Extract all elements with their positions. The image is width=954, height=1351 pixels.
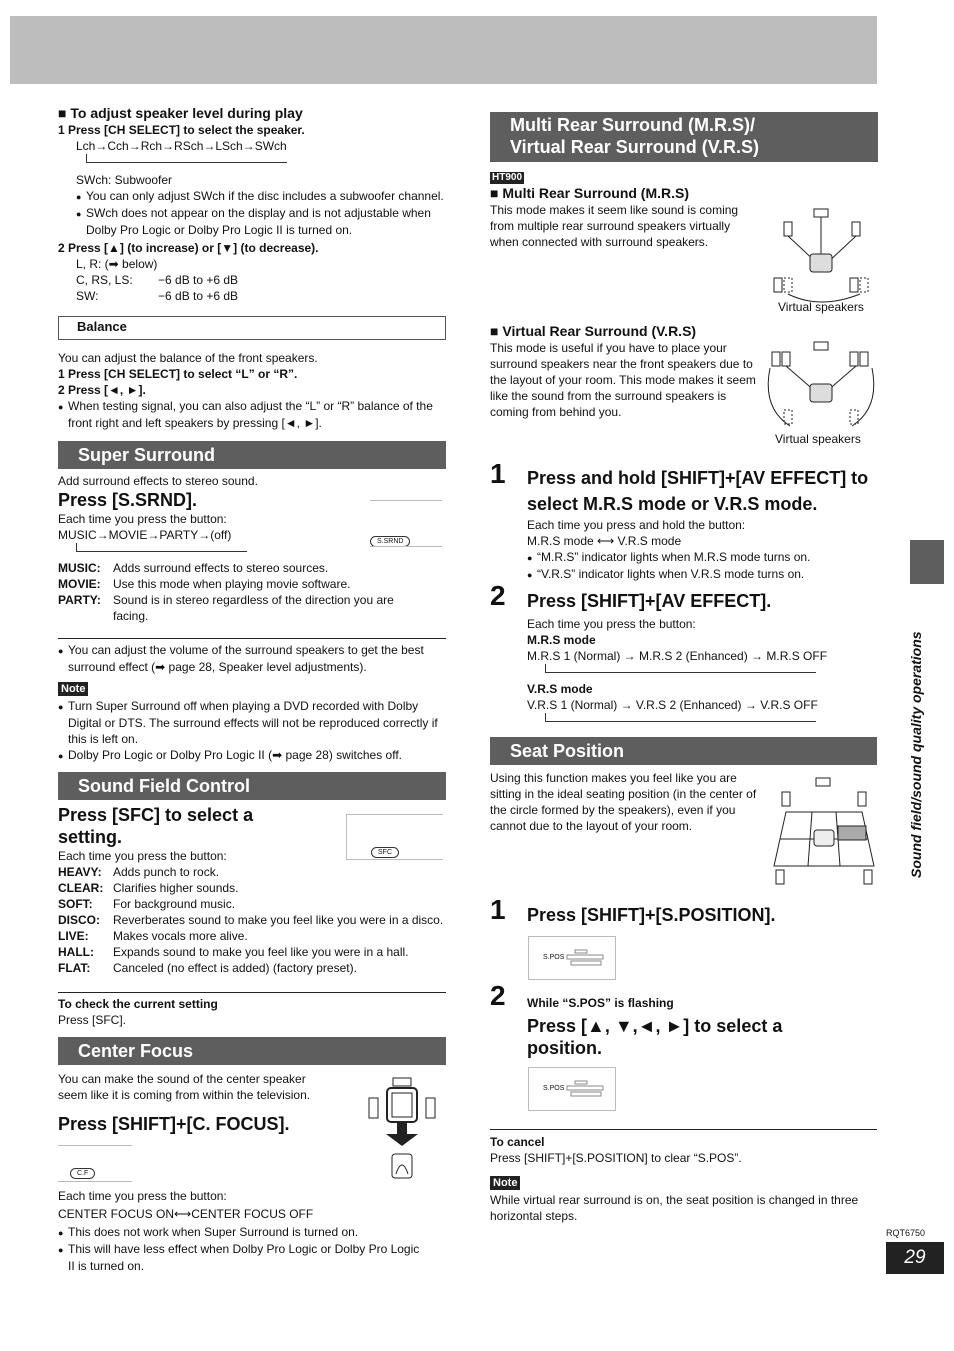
sfc-row-clear: CLEAR: Clarifies higher sounds. <box>58 881 239 895</box>
chain-return-arrow <box>86 154 287 163</box>
sw-value: −6 dB to +6 dB <box>158 289 239 303</box>
lr-line: L, R: (➡ below) <box>76 257 158 271</box>
sfc-row-heavy: HEAVY: Adds punch to rock. <box>58 865 220 879</box>
center-focus-press: Press [SHIFT]+[C. FOCUS]. <box>58 1114 290 1134</box>
cf-panel-line-2 <box>58 1181 132 1182</box>
doc-code: RQT6750 <box>886 1228 926 1238</box>
seat-position-text: Using this function makes you feel like you are sitting in the ideal seating position (in the center of the circle formed by the speakers), even if you cannot due to the layout of your room. <box>490 771 757 833</box>
balance-step2: 2 Press [◄, ►]. <box>58 383 146 397</box>
spos-display-1 <box>528 936 616 980</box>
mrs-text: This mode makes it seem like sound is coming from multiple rear surround speakers virtually when connected with surround speakers. <box>490 203 739 249</box>
super-surround-chain: MUSIC→MOVIE→PARTY→(off) <box>58 528 232 542</box>
cancel-rule <box>490 1129 877 1130</box>
vrs-diagram <box>766 338 876 434</box>
cancel-title: To cancel <box>490 1135 545 1149</box>
side-label: Sound field/sound quality operations <box>908 631 924 878</box>
adjust-chain: Lch→Cch→Rch→RSch→LSch→SWch <box>76 139 287 153</box>
vrs-mode-chain: V.R.S 1 (Normal) → V.R.S 2 (Enhanced) → V.R.S OFF <box>527 698 818 712</box>
balance-box <box>58 316 446 340</box>
step2-press: Press [SHIFT]+[AV EFFECT]. <box>527 591 772 611</box>
sfc-each: Each time you press the button: <box>58 849 227 863</box>
ssrnd-panel-line <box>370 500 442 501</box>
sfc-panel <box>346 814 443 860</box>
step1-number: 1 <box>490 458 506 489</box>
cancel-text: Press [SHIFT]+[S.POSITION] to clear “S.POS”. <box>490 1151 742 1165</box>
step1-block <box>527 465 879 583</box>
center-focus-header: Center Focus <box>58 1037 446 1065</box>
step1-bullet-1: ● “M.R.S” indicator lights when M.R.S mode turns on. <box>527 549 879 566</box>
step2-each: Each time you press the button: <box>527 617 696 631</box>
vrs-text: This mode is useful if you have to place your surround speakers near the front speakers due to the layout of your room. This mode makes it seem like the sound from the surround speakers is coming from behind you. <box>490 341 756 419</box>
ss-note-badge-wrap <box>58 681 446 696</box>
mrs-return-arrow <box>545 664 816 673</box>
ssrnd-button-graphic <box>370 532 410 547</box>
balance-bullet: ● When testing signal, you can also adjust the “L” or “R” balance of the front right and left speakers by pressing [◄, ►]. <box>58 398 448 431</box>
ht-tag-wrap <box>490 169 878 184</box>
ss-note-1: ● Turn Super Surround off when playing a DVD recorded with Dolby Digital or DTS. The surround effects will not be reproduced correctly if this is left on. <box>58 698 452 747</box>
adjust-step2: 2 Press [▲] (to increase) or [▼] (to decrease). <box>58 241 319 255</box>
super-surround-text: Add surround effects to stereo sound. <box>58 474 258 488</box>
mrs-mode-label: M.R.S mode <box>527 633 596 647</box>
seat-position-header: Seat Position <box>490 737 877 765</box>
crs-key: C, RS, LS: <box>76 273 133 287</box>
mrs-mode-chain: M.R.S 1 (Normal) → M.R.S 2 (Enhanced) → M.R.S OFF <box>527 649 828 663</box>
seat-step1-press: Press [SHIFT]+[S.POSITION]. <box>527 905 776 925</box>
vrs-subtitle: ■ Virtual Rear Surround (V.R.S) <box>490 322 878 340</box>
ht900-tag: HT900 <box>492 172 523 183</box>
mrs-subtitle: ■ Multi Rear Surround (M.R.S) <box>490 184 878 202</box>
ss-return-arrow <box>76 543 247 552</box>
ss-note-2: ● Dolby Pro Logic or Dolby Pro Logic II (➡ page 28) switches off. <box>58 747 452 764</box>
adjust-title: ■ To adjust speaker level during play <box>58 104 446 122</box>
step1-press: Press and hold [SHIFT]+[AV EFFECT] to select M.R.S mode or V.R.S mode. <box>527 468 869 514</box>
check-text: Press [SFC]. <box>58 1013 127 1027</box>
sfc-button-label: SFC <box>371 847 399 858</box>
sfc-row-hall: HALL: Expands sound to make you feel like you were in a hall. <box>58 945 409 959</box>
sw-key: SW: <box>76 289 99 303</box>
header-band <box>10 16 877 84</box>
super-surround-each: Each time you press the button: <box>58 512 227 526</box>
cf-panel-line <box>58 1145 132 1146</box>
sfc-row-soft: SOFT: For background music. <box>58 897 236 911</box>
center-focus-text: You can make the sound of the center speaker seem like it is coming from within the television. <box>58 1072 311 1102</box>
mrs-header-line2: Virtual Rear Surround (V.R.S) <box>510 137 760 157</box>
ssrnd-panel-line-2 <box>370 546 442 547</box>
sfc-header: Sound Field Control <box>58 772 446 800</box>
adjust-step1: 1 Press [CH SELECT] to select the speaker. <box>58 123 305 137</box>
ss-note-badge: Note <box>58 682 88 696</box>
step1-each: Each time you press and hold the button: <box>527 518 746 532</box>
balance-title: Balance <box>77 319 127 334</box>
super-surround-header: Super Surround <box>58 441 446 469</box>
ss-bullet: ● You can adjust the volume of the surround speakers to get the best surround effect (➡ page 28, Speaker level adjustments). <box>58 642 452 675</box>
vrs-return-arrow <box>545 713 816 722</box>
sfc-press: Press [SFC] to select a setting. <box>58 805 254 847</box>
step2-block <box>527 588 879 722</box>
page-number: 29 <box>886 1242 944 1274</box>
mrs-diagram <box>770 206 874 306</box>
spos-seat-icon-1 <box>565 949 605 967</box>
cf-each: Each time you press the button: <box>58 1189 227 1203</box>
spos-label-1: S.POS <box>543 954 565 961</box>
spos-label-2: S.POS <box>543 1085 565 1092</box>
seat-step2-number: 2 <box>490 980 506 1011</box>
balance-step1: 1 Press [CH SELECT] to select “L” or “R”. <box>58 367 298 381</box>
sfc-row-flat: FLAT: Canceled (no effect is added) (factory preset). <box>58 961 357 975</box>
side-tab <box>910 540 944 584</box>
center-focus-diagram <box>366 1076 438 1186</box>
cf-button-label: C.F <box>70 1168 95 1179</box>
ss-row-music: MUSIC: Adds surround effects to stereo sources. <box>58 561 329 575</box>
step1-bullet-2: ● “V.R.S” indicator lights when V.R.S mode turns on. <box>527 566 879 583</box>
spos-seat-icon-2 <box>565 1080 605 1098</box>
side-label-wrap <box>900 590 930 890</box>
sw-row <box>76 288 446 304</box>
mrs-header-line1: Multi Rear Surround (M.R.S)/ <box>510 115 755 135</box>
crs-value: −6 dB to +6 dB <box>158 273 239 287</box>
step1-chain: M.R.S mode ⟷ V.R.S mode <box>527 534 682 548</box>
crs-row <box>76 272 446 288</box>
vrs-mode-label: V.R.S mode <box>527 682 593 696</box>
seat-step2-press: Press [▲, ▼,◄, ►] to select a position. <box>527 1016 783 1058</box>
adjust-bullet-1: ● You can only adjust SWch if the disc includes a subwoofer channel. <box>76 188 454 205</box>
cf-bullet-2: ● This will have less effect when Dolby Pro Logic or Dolby Pro Logic II is turned on. <box>58 1241 428 1274</box>
super-surround-press: Press [S.SRND]. <box>58 490 198 510</box>
cf-chain: CENTER FOCUS ON⟷CENTER FOCUS OFF <box>58 1207 314 1221</box>
sfc-table <box>58 864 446 976</box>
balance-text: You can adjust the balance of the front speakers. <box>58 351 318 365</box>
vrs-virtual-speakers-label: Virtual speakers <box>775 432 861 446</box>
check-title: To check the current setting <box>58 997 218 1011</box>
mrs-header <box>490 112 878 162</box>
adjust-bullet-2: ● SWch does not appear on the display and is not adjustable when Dolby Pro Logic or Dolby Pro Logic II is turned on. <box>76 205 454 238</box>
seat-step1-number: 1 <box>490 894 506 925</box>
sfc-row-disco: DISCO: Reverberates sound to make you feel like you were in a disco. <box>58 913 444 927</box>
right-note-badge: Note <box>490 1176 520 1190</box>
ss-rule <box>58 638 446 639</box>
mrs-virtual-speakers-label: Virtual speakers <box>778 300 864 314</box>
right-note-badge-wrap <box>490 1175 520 1190</box>
step2-number: 2 <box>490 580 506 611</box>
ss-row-party: PARTY: Sound is in stereo regardless of the direction you are facing. <box>58 593 394 623</box>
swch-note: SWch: Subwoofer <box>76 173 173 187</box>
sfc-rule <box>58 992 446 993</box>
seat-step2-sub: While “S.POS” is flashing <box>527 996 674 1010</box>
spos-display-2 <box>528 1067 616 1111</box>
cf-bullet-1: ● This does not work when Super Surround is turned on. <box>58 1224 428 1241</box>
ss-row-movie: MOVIE: Use this mode when playing movie software. <box>58 577 351 591</box>
ssrnd-button-label: S.SRND <box>370 536 410 547</box>
ss-table <box>58 560 446 624</box>
right-note-text: While virtual rear surround is on, the seat position is changed in three horizontal steps. <box>490 1193 859 1223</box>
seat-position-diagram <box>772 776 876 888</box>
sfc-row-live: LIVE: Makes vocals more alive. <box>58 929 248 943</box>
